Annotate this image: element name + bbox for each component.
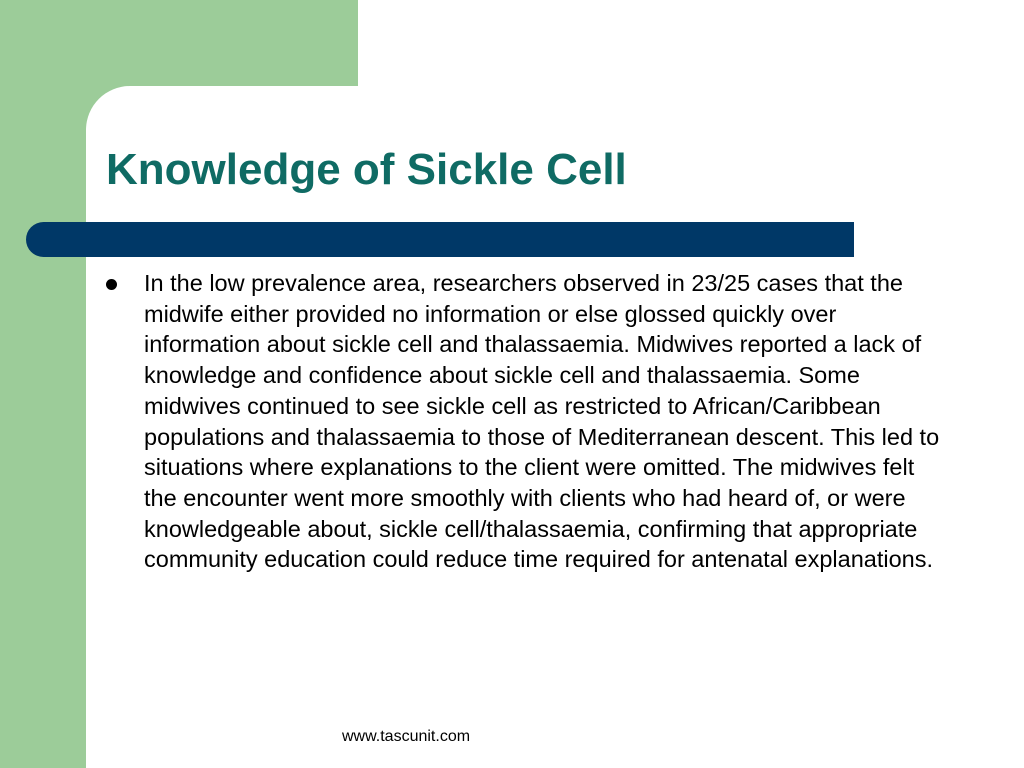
bullet-text: In the low prevalence area, researchers observed in 23/25 cases that the midwife either provided no information or else glossed quickly over information about sickle cell and thalassaemia. Midwives reported a lack of knowledge and confidence about sickle cell and thalassaemia. Some midwives continued to see sickle cell as restricted to African/Caribbean populations and thalassaemia to those of Mediterranean descent. This led to situations where explanations to the client were omitted. The midwives felt the encounter went more smoothly with clients who had heard of, or were knowledgeable about, sickle cell/thalassaemia, confirming that appropriate community education could reduce time required for antenatal explanations. <box>144 270 940 573</box>
title-underline-bar <box>26 222 854 257</box>
slide-title: Knowledge of Sickle Cell <box>106 145 627 194</box>
footer-url: www.tascunit.com <box>342 728 471 745</box>
bullet-dot-icon <box>106 279 117 290</box>
